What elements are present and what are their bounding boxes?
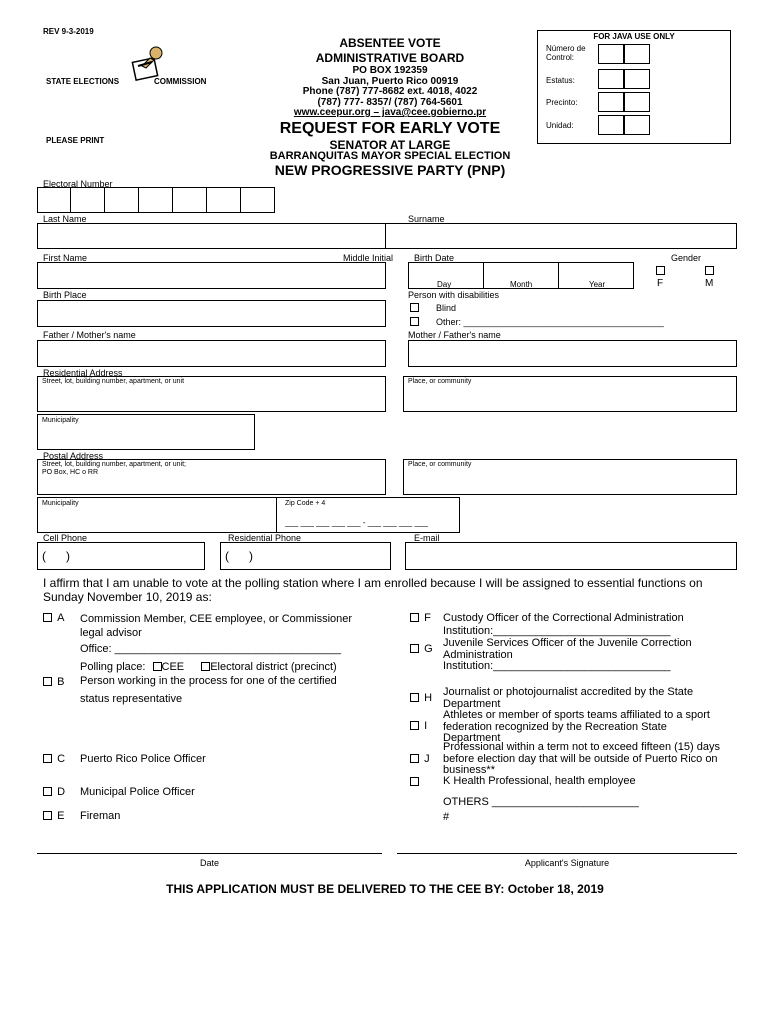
father-mother-input[interactable]: [37, 340, 386, 367]
commission-name-right: COMMISSION: [154, 77, 207, 86]
first-name-input[interactable]: [37, 262, 386, 289]
option-b-checkbox[interactable]: [43, 677, 52, 686]
option-h-line-2: Department: [443, 697, 501, 710]
name-box[interactable]: [37, 223, 737, 249]
option-i-letter: I: [424, 720, 428, 732]
board-city: San Juan, Puerto Rico 00919: [321, 75, 459, 87]
option-i-line-1: Athletes or member of sports teams affiliated to a sport: [443, 709, 710, 721]
option-b-letter: B: [57, 676, 65, 688]
option-c: [43, 753, 65, 765]
board-contact: [260, 66, 520, 119]
last-name-label: Last Name: [43, 214, 87, 224]
father-mother-label: Father / Mother's name: [43, 330, 136, 340]
gender-m-label: M: [705, 278, 714, 289]
board-phone-1: Phone (787) 777-8682 ext. 4018, 4022: [302, 86, 478, 97]
java-precinto-cell-2[interactable]: [624, 92, 650, 112]
middle-initial-label: Middle Initial: [343, 253, 394, 263]
option-a-letter: A: [57, 612, 65, 624]
other-label: Other: ________________________________________: [436, 317, 664, 327]
name-divider: [385, 223, 386, 249]
polling-place-label: Polling place:: [80, 661, 146, 673]
option-j-letter: J: [424, 753, 430, 765]
board-web[interactable]: www.ceepur.org – java@cee.gobierno.pr: [293, 107, 487, 118]
electoral-digit-cell[interactable]: [172, 187, 207, 213]
signature-line[interactable]: [397, 853, 737, 854]
option-c-checkbox[interactable]: [43, 754, 52, 763]
blind-checkbox[interactable]: [410, 303, 419, 312]
option-d-checkbox[interactable]: [43, 787, 52, 796]
postal-place-label: Place, or community: [408, 461, 472, 468]
option-j-checkbox[interactable]: [410, 754, 419, 763]
option-f: [410, 612, 431, 624]
polling-district-checkbox[interactable]: [201, 662, 210, 671]
board-po-box: PO BOX 192359: [352, 65, 428, 76]
option-f-checkbox[interactable]: [410, 613, 419, 622]
java-estatus-label: Estatus:: [546, 76, 575, 85]
option-a-line-1: Commission Member, CEE employee, or Commissioner: [80, 613, 353, 625]
date-label: Date: [199, 858, 219, 868]
option-d-text: Municipal Police Officer: [80, 786, 195, 798]
senator-heading: SENATOR AT LARGE: [329, 138, 451, 152]
option-a-checkbox[interactable]: [43, 613, 52, 622]
postal-street-hint-1: Street, lot, building number, apartment, or unit;: [42, 461, 186, 468]
option-k-text: K Health Professional, health employee: [443, 775, 636, 787]
email-input[interactable]: [405, 542, 737, 570]
option-b-line-1: Person working in the process for one of the certified: [80, 675, 337, 687]
polling-district-label: Electoral district (precinct): [210, 661, 337, 673]
option-k-checkbox[interactable]: [410, 777, 419, 786]
option-a-office: Office: _____________________________________: [80, 643, 341, 655]
commission-name-left: STATE ELECTIONS: [46, 77, 120, 86]
option-f-line-1: Custody Officer of the Correctional Administration: [443, 612, 684, 624]
option-a-line-2: legal advisor: [80, 627, 142, 639]
electoral-digit-cell[interactable]: [70, 187, 105, 213]
cell-phone-paren: ( ): [42, 549, 70, 563]
postal-street-hint-2: PO Box, HC o RR: [42, 469, 99, 476]
option-h: [410, 692, 432, 704]
option-d: [43, 786, 65, 798]
please-print: PLEASE PRINT: [46, 136, 105, 145]
option-h-letter: H: [424, 692, 433, 704]
place-community-label: Place, or community: [408, 378, 472, 385]
option-k: [410, 776, 419, 788]
java-numero-label: Número de Control:: [546, 44, 586, 62]
electoral-digit-cell[interactable]: [138, 187, 173, 213]
electoral-digit-cell[interactable]: [240, 187, 275, 213]
option-h-checkbox[interactable]: [410, 693, 419, 702]
option-h-line-1: Journalist or photojournalist accredited by the State: [443, 686, 694, 698]
others-hash: #: [443, 811, 450, 823]
first-name-label: First Name: [43, 253, 88, 263]
option-i-line-3: Department: [443, 732, 501, 744]
option-j-line-1: Professional within a term not to exceed fifteen (15) days: [443, 741, 720, 753]
option-e: [43, 810, 64, 822]
board-address: [260, 36, 520, 66]
option-i: [410, 720, 427, 732]
electoral-number-label: Electoral Number: [43, 179, 113, 189]
option-g-text: [443, 638, 692, 673]
java-numero-cell-1[interactable]: [598, 44, 624, 64]
option-c-letter: C: [57, 753, 66, 765]
java-precinto-cell-1[interactable]: [598, 92, 624, 112]
polling-cee-checkbox[interactable]: [153, 662, 162, 671]
others-line: OTHERS ________________________: [443, 796, 639, 808]
blind-label: Blind: [436, 303, 457, 313]
delivery-deadline: THIS APPLICATION MUST BE DELIVERED TO THE CEE BY: October 18, 2019: [166, 882, 604, 896]
mother-father-label: Mother / Father's name: [408, 330, 501, 340]
residential-address-label: Residential Address: [43, 368, 123, 378]
gender-f-checkbox[interactable]: [656, 266, 665, 275]
zip-code-label: Zip Code + 4: [285, 500, 326, 507]
other-checkbox[interactable]: [410, 317, 419, 326]
postal-address-label: Postal Address: [43, 451, 104, 461]
polling-place-row: [80, 661, 337, 673]
option-i-line-2: federation recognized by the Recreation State: [443, 720, 667, 733]
party-heading: NEW PROGRESSIVE PARTY (PNP): [274, 162, 506, 178]
java-title: FOR JAVA USE ONLY: [593, 32, 675, 41]
option-j: [410, 753, 430, 765]
option-f-text: [443, 612, 684, 638]
residential-phone-label: Residential Phone: [228, 533, 302, 543]
signature-label: Applicant's Signature: [524, 858, 610, 868]
option-g-line-1: Juvenile Services Officer of the Juvenile Correction: [443, 637, 692, 649]
option-g-line-3: Institution:_____________________________: [443, 660, 671, 672]
revision-label: REV 9-3-2019: [43, 27, 94, 36]
email-label: E-mail: [414, 533, 440, 543]
option-g-line-2: Administration: [443, 648, 513, 661]
birth-divider-2: [558, 262, 559, 289]
municipality-label: Municipality: [42, 417, 79, 424]
cell-phone-label: Cell Phone: [43, 533, 88, 543]
option-e-checkbox[interactable]: [43, 811, 52, 820]
java-numero-cell-2[interactable]: [624, 44, 650, 64]
option-f-line-2: Institution:_____________________________: [443, 625, 671, 637]
gender-f-label: F: [657, 278, 664, 289]
birth-place-label: Birth Place: [43, 290, 87, 300]
request-title: REQUEST FOR EARLY VOTE: [279, 120, 501, 137]
affirmation-text: I affirm that I am unable to vote at the polling station where I am enrolled because I will be assigned to essential functions on Sunday November 10, 2019 as:: [43, 576, 703, 604]
option-j-line-2: before election day that will be outside of Puerto Rico on: [443, 752, 718, 765]
java-unidad-cell-1[interactable]: [598, 115, 624, 135]
polling-cee-label: CEE: [161, 661, 185, 673]
day-label: Day: [437, 280, 452, 289]
surname-label: Surname: [408, 214, 445, 224]
zip-code-blank: ___ ___ ___ ___ ___ - ___ ___ ___ ___: [285, 518, 428, 527]
electoral-digit-cell[interactable]: [104, 187, 139, 213]
board-phone-2: (787) 777- 8357/ (787) 764-5601: [317, 96, 463, 108]
electoral-digit-cell[interactable]: [37, 187, 71, 213]
option-a-text: [80, 612, 352, 640]
option-i-text: [443, 710, 710, 745]
option-d-letter: D: [57, 786, 66, 798]
gender-m-checkbox[interactable]: [705, 266, 714, 275]
postal-street-hint: [42, 461, 186, 477]
postal-municipality-label: Municipality: [42, 500, 79, 507]
option-b-line-2: status representative: [80, 693, 183, 705]
mother-father-input[interactable]: [408, 340, 737, 367]
option-e-letter: E: [57, 810, 65, 822]
gender-label: Gender: [671, 253, 702, 263]
java-precinto-label: Precinto:: [546, 98, 578, 107]
month-label: Month: [510, 280, 533, 289]
board-title-2: ADMINISTRATIVE BOARD: [315, 51, 465, 65]
street-lot-label: Street, lot, building number, apartment, or unit: [42, 378, 185, 385]
year-label: Year: [589, 280, 606, 289]
residential-phone-paren: ( ): [225, 549, 253, 563]
option-e-text: Fireman: [80, 810, 121, 822]
option-h-text: [443, 687, 693, 710]
option-c-text: Puerto Rico Police Officer: [80, 753, 206, 765]
birth-place-input[interactable]: [37, 300, 386, 327]
java-unidad-label: Unidad:: [546, 121, 574, 130]
board-title-1: ABSENTEE VOTE: [339, 36, 441, 50]
java-estatus-cell-2[interactable]: [624, 69, 650, 89]
java-estatus-cell-1[interactable]: [598, 69, 624, 89]
java-unidad-cell-2[interactable]: [624, 115, 650, 135]
option-f-letter: F: [424, 612, 431, 624]
option-j-line-3: business**: [443, 764, 495, 776]
birth-divider-1: [483, 262, 484, 289]
option-j-text: [443, 742, 720, 777]
option-i-checkbox[interactable]: [410, 721, 419, 730]
birth-date-label: Birth Date: [414, 253, 455, 263]
option-g: [410, 643, 433, 655]
option-b: [43, 676, 64, 688]
electoral-digit-cell[interactable]: [206, 187, 241, 213]
option-g-letter: G: [424, 643, 433, 655]
option-g-checkbox[interactable]: [410, 644, 419, 653]
date-line[interactable]: [37, 853, 382, 854]
election-heading: BARRANQUITAS MAYOR SPECIAL ELECTION: [269, 150, 511, 162]
disabilities-label: Person with disabilities: [408, 290, 500, 300]
